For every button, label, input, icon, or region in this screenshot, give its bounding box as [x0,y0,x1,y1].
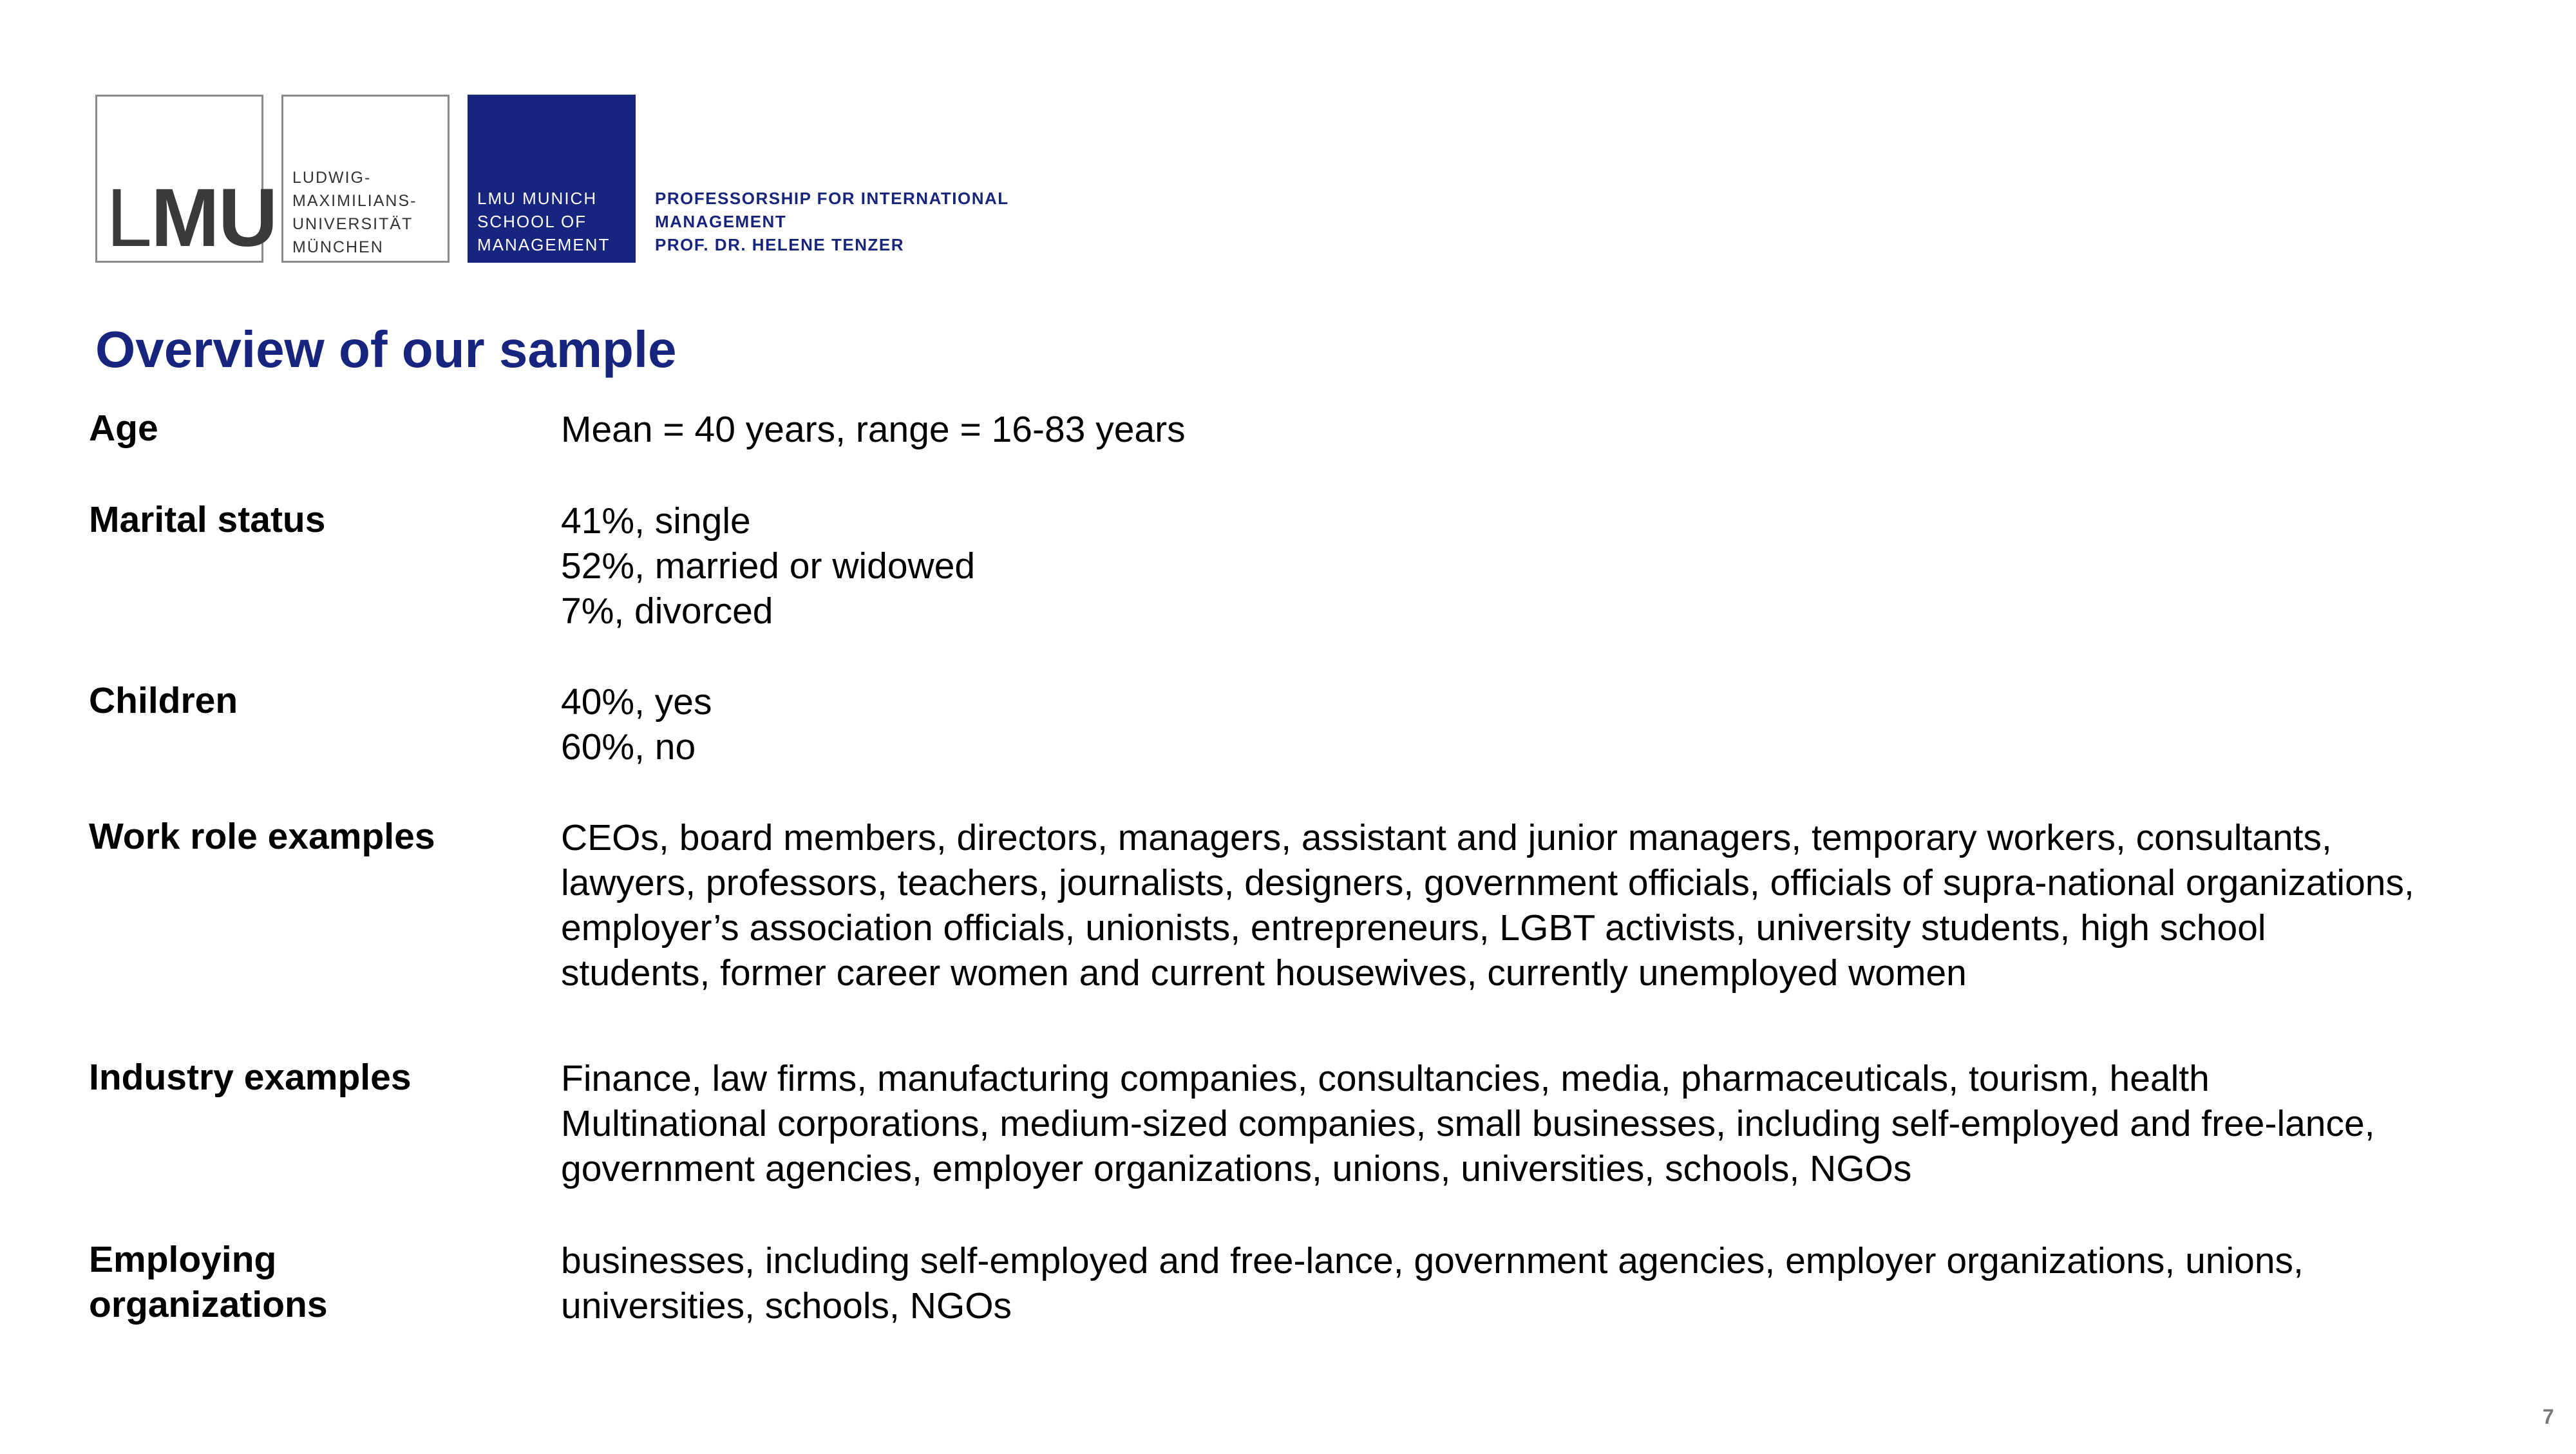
lmu-logo-l: L [106,172,151,264]
school-of-management-logo [468,95,636,263]
row-value-work-role-examples: CEOs, board members, directors, managers, assistant and junior managers, temporary workers, consultants, lawyers, professors, teachers, journalists, designers, government officials, officials of supra-national organizations, employer’s association officials, unionists, entrepreneurs, LGBT activists, university students, high school students, former career women and current housewives, currently unemployed women [561,817,2414,994]
lmu-logo-wordmark [106,172,277,264]
lmu-logo [95,95,277,264]
school-of-management-logo-text: LMU MUNICH SCHOOL OF MANAGEMENT [477,189,611,254]
university-logo [281,95,450,263]
page-number: 7 [2543,1405,2554,1428]
row-value-industry-examples: Finance, law firms, manufacturing companies, consultancies, media, pharmaceuticals, tourism, health Multinational corporations, medium-sized companies, small businesses, including self-employed and free-lance, government agencies, employer organizations, unions, universities, schools, NGOs [561,1058,2375,1189]
row-value-age: Mean = 40 years, range = 16-83 years [561,409,1186,450]
row-label-age: Age [89,408,158,449]
row-value-children: 40%, yes 60%, no [561,681,712,768]
university-logo-text: LUDWIG- MAXIMILIANS- UNIVERSITÄT MÜNCHEN [292,169,417,256]
professorship-text: PROFESSORSHIP FOR INTERNATIONAL MANAGEMENT PROF. DR. HELENE TENZER [655,189,1009,254]
row-label-industry-examples: Industry examples [89,1057,412,1098]
row-label-employing-organizations: Employing organizations [89,1239,328,1325]
page-title: Overview of our sample [95,321,677,378]
row-label-marital-status: Marital status [89,499,326,540]
row-label-work-role-examples: Work role examples [89,816,435,857]
row-value-marital-status: 41%, single 52%, married or widowed 7%, divorced [561,500,976,632]
row-label-children: Children [89,680,238,721]
row-value-employing-organizations: businesses, including self-employed and free-lance, government agencies, employer organizations, unions, universities, schools, NGOs [561,1240,2304,1327]
lmu-logo-mu: MU [151,172,277,264]
